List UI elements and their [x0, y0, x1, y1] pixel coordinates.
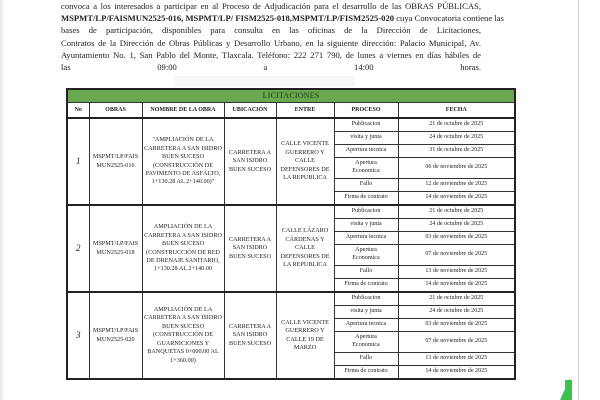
fecha-cell: 07 de noviembre de 2025 [398, 332, 515, 353]
hours-end: 14:00 [353, 62, 374, 73]
proceso-cell: Apertura tecnica [334, 319, 398, 332]
obra-name: AMPLIACIÓN DE LA CARRETERA A SAN ISIDRO BUEN SUCESO (CONSTRUCCIÓN DE GUARNICIONES Y BANQUETAS 0+000.00 AL 1+360.00) [142, 292, 224, 379]
fecha-cell: 21 de octubre de 2025 [398, 292, 515, 306]
fecha-cell: 07 de noviembre de 2025 [398, 245, 515, 266]
proceso-cell: Fallo [334, 353, 398, 366]
fecha-cell: 14 de noviembre de 2025 [398, 192, 515, 206]
proceso-cell: Publicacion [334, 205, 398, 219]
proceso-cell: Fallo [334, 179, 398, 192]
fecha-cell: 21 de octubre de 2025 [398, 118, 515, 132]
paragraph-line: Ayuntamiento No. 1, San Pablo del Monte, Tlaxcala. Teléfono: 222 271 790, de lunes a viernes en días hábiles de [61, 49, 481, 60]
hours-line [61, 61, 481, 73]
fecha-cell: 06 de noviembre de 2025 [398, 158, 515, 179]
fecha-cell: 03 de noviembre de 2025 [398, 319, 515, 332]
page-right-border [578, 0, 579, 400]
obra-group [67, 118, 515, 205]
convocatoria-paragraph [61, 0, 504, 73]
fecha-cell: 24 de octubre de 2025 [398, 306, 515, 319]
obra-ubicacion: CARRETERA A SAN ISIDRO BUEN SUCESO [224, 292, 276, 379]
faint-watermark [175, 76, 355, 86]
hours-horas: horas. [460, 62, 481, 73]
fecha-cell: 13 de noviembre de 2025 [398, 266, 515, 279]
fecha-cell: 21 de octubre de 2025 [398, 205, 515, 219]
paragraph-line: Contratos de la Dirección de Obras Públicas y Desarrollo Urbano, en la siguiente dirección: Palacio Municipal, Av. [61, 37, 481, 48]
paragraph-line-codes [61, 12, 504, 24]
obra-code: MSPMT/LP/FAISMUN2525-016 [89, 118, 142, 205]
obra-codes: MSPMT/LP/FAISMUN2525-016, MSPMT/LP/ FISM2525-018,MSPMT/LP/FISM2525-020 [61, 13, 395, 24]
fecha-cell: 03 de noviembre de 2025 [398, 232, 515, 245]
obra-number: 3 [67, 292, 89, 379]
proceso-cell: Apertura Economica [334, 245, 398, 266]
obra-entre: CALLE LÁZARO CÁRDENAS Y CALLE DEFENSORES DE LA REPUBLICA [276, 205, 334, 292]
obra-group [67, 205, 515, 292]
obra-code: MSPMT/LP/FAISMUN2525-020 [89, 292, 142, 379]
fecha-cell: 13 de noviembre de 2025 [398, 353, 515, 366]
proceso-cell: Firma de contrato [334, 192, 398, 206]
table-row [67, 118, 515, 132]
fecha-cell: 12 de noviembre de 2025 [398, 179, 515, 192]
fecha-cell: 14 de noviembre de 2025 [398, 366, 515, 380]
header-no: No [67, 103, 89, 119]
proceso-cell: visita y junta [334, 306, 398, 319]
fecha-cell: 14 de noviembre de 2025 [398, 279, 515, 293]
table-row [67, 292, 515, 306]
proceso-cell: Firma de contrato [334, 279, 398, 293]
header-proceso: PROCESO [334, 103, 398, 119]
proceso-cell: Publicacion [334, 118, 398, 132]
hours-las: las [61, 62, 71, 73]
codes-suffix: cuya Convocatoria contiene las [394, 13, 504, 24]
proceso-cell: Firma de contrato [334, 366, 398, 380]
fecha-cell: 24 de octubre de 2025 [398, 132, 515, 145]
obra-ubicacion: CARRETERA A SAN ISIDRO BUEN SUCESO [224, 205, 276, 292]
obra-number: 1 [67, 118, 89, 205]
obra-entre: CALLE VICENTE GUERRERO Y CALLE DEFENSORES DE LA REPUBLICA [276, 118, 334, 205]
header-nombre: NOMBRE DE LA OBRA [142, 103, 224, 119]
table-row [67, 205, 515, 219]
paragraph-line: bases de participación, disponibles para consulta en las oficinas de la Dirección de Licitaciones, [61, 25, 481, 36]
proceso-cell: Apertura tecnica [334, 232, 398, 245]
table-title: LICITACIONES [67, 89, 515, 103]
fecha-cell: 24 de octubre de 2025 [398, 219, 515, 232]
header-entre: ENTRE [276, 103, 334, 119]
obra-ubicacion: CARRETERA A SAN ISIDRO BUEN SUCESO [224, 118, 276, 205]
page-left-edge [0, 0, 3, 400]
proceso-cell: Publicacion [334, 292, 398, 306]
proceso-cell: Fallo [334, 266, 398, 279]
obra-name: AMPLIACIÓN DE LA CARRETERA A SAN ISIDRO BUEN SUCESO (CONSTRUCCIÓN DE RED DE DRENAJE SANITARIO, 1+130.28 AL 2+140.00 [142, 205, 224, 292]
obra-code: MSPMT/LP/FAISMUN2525-018 [89, 205, 142, 292]
header-fecha: FECHA [398, 103, 515, 119]
fecha-cell: 31 de octubre de 2025 [398, 145, 515, 158]
hours-a: a [263, 62, 268, 73]
header-ubicacion: UBICACIÓN [224, 103, 276, 119]
proceso-cell: Apertura Economica [334, 332, 398, 353]
obra-group [67, 292, 515, 379]
paragraph-line: convoca a los interesados a participar en al Proceso de Adjudicación para el desarrollo de las OBRAS PÚBLICAS, [61, 1, 481, 11]
hours-start: 09:00 [157, 62, 177, 73]
obra-number: 2 [67, 205, 89, 292]
obra-name: "AMPLIACIÓN DE LA CARRETERA A SAN ISIDRO BUEN SUCESO (CONSTRUCCIÓN DE PAVIMENTO DE ASFÁLTO, 1+130.28 AL 2+140.00)" [142, 118, 224, 205]
proceso-cell: visita y junta [334, 132, 398, 145]
obra-entre: CALLE VICENTE GUERRERO Y CALLE 19 DE MARZO [276, 292, 334, 379]
green-decoration-stem [565, 380, 572, 400]
proceso-cell: Apertura Economica [334, 158, 398, 179]
licitaciones-table [66, 88, 516, 380]
proceso-cell: Apertura tecnica [334, 145, 398, 158]
header-obras: OBRAS [89, 103, 142, 119]
proceso-cell: visita y junta [334, 219, 398, 232]
